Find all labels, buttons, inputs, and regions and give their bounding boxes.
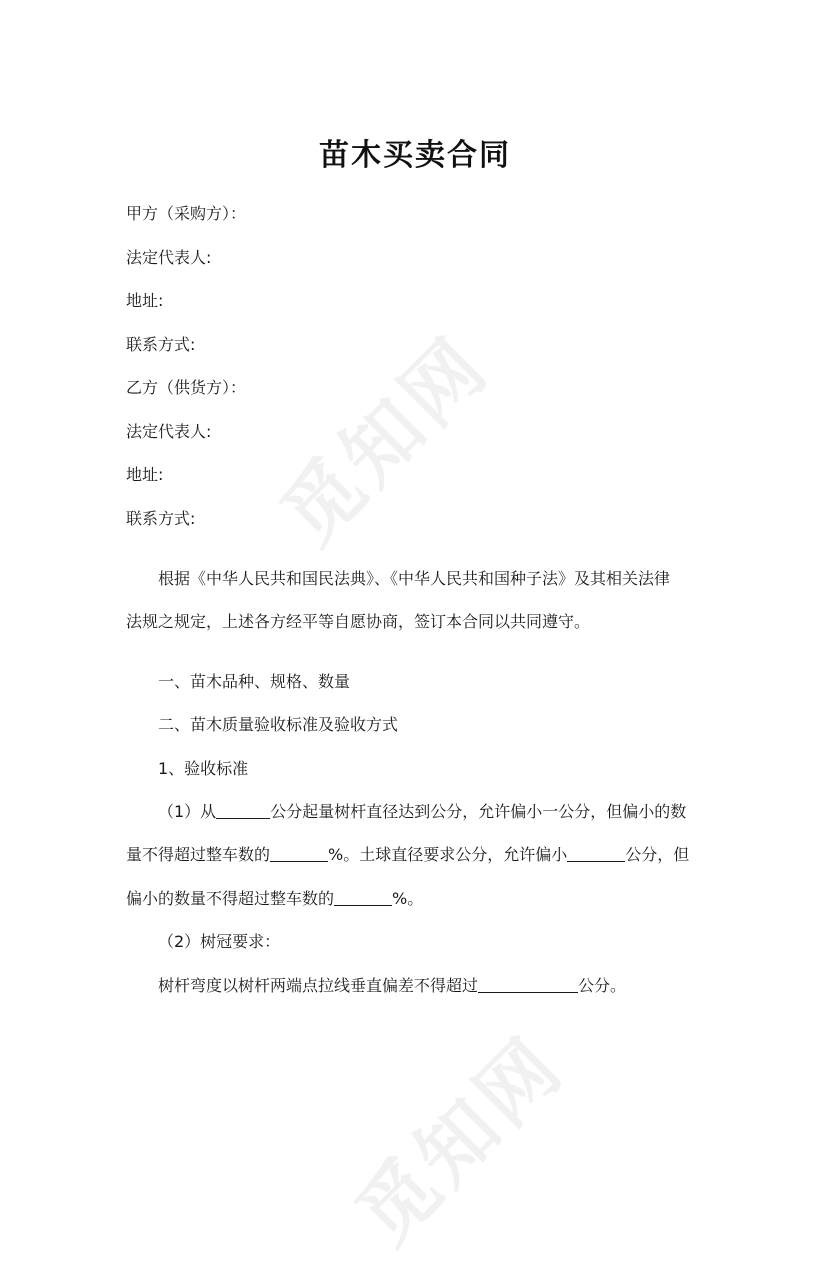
clause-1-line-3	[126, 886, 423, 909]
fill-in-blank	[478, 976, 578, 993]
clause-2-text	[158, 973, 626, 996]
clause-1-text-f: 偏小的数量不得超过整车数的	[126, 889, 335, 908]
clause-1-text-a: （1）从	[158, 802, 217, 821]
section-1-heading: 一、苗木品种、规格、数量	[158, 672, 351, 691]
party-b-contact: 联系方式:	[126, 509, 196, 528]
party-b-address: 地址:	[126, 465, 164, 484]
contract-title: 苗木买卖合同	[319, 138, 511, 173]
clause-2-heading: （2）树冠要求：	[158, 932, 281, 951]
watermark-bottom: 觅知网	[340, 1020, 582, 1262]
party-a-rep: 法定代表人:	[126, 248, 212, 267]
party-a-label: 甲方（采购方）：	[126, 204, 247, 223]
fill-in-blank	[334, 889, 392, 906]
fill-in-blank	[567, 845, 625, 862]
clause-1-text-g: %。	[392, 889, 424, 908]
party-a-contact: 联系方式:	[126, 335, 196, 354]
clause-1-line-2	[126, 842, 689, 865]
clause-2-text-b: 公分。	[578, 976, 627, 995]
party-b-rep: 法定代表人:	[126, 422, 212, 441]
clause-1-text-e: 公分，但	[625, 845, 690, 864]
section-2-heading: 二、苗木质量验收标准及验收方式	[158, 715, 399, 734]
clause-1-line-1	[158, 799, 686, 822]
subsection-1-heading: 1、验收标准	[158, 759, 249, 778]
preamble-line-2: 法规之规定，上述各方经平等自愿协商，签订本合同以共同遵守。	[126, 612, 591, 631]
preamble-line-1: 根据《中华人民共和国民法典》、《中华人民共和国种子法》及其相关法律	[158, 569, 671, 588]
clause-1-text-c: 量不得超过整车数的	[126, 845, 271, 864]
fill-in-blank	[270, 845, 328, 862]
clause-1-text-d: %。土球直径要求公分，允许偏小	[328, 845, 568, 864]
party-a-address: 地址:	[126, 291, 164, 310]
clause-1-text-b: 公分起量树杆直径达到公分，允许偏小一公分，但偏小的数	[270, 802, 687, 821]
watermark: 觅知网	[265, 320, 507, 562]
clause-2-text-a: 树杆弯度以树杆两端点拉线垂直偏差不得超过	[158, 976, 479, 995]
party-b-label: 乙方（供货方）：	[126, 378, 247, 397]
fill-in-blank	[216, 802, 270, 819]
